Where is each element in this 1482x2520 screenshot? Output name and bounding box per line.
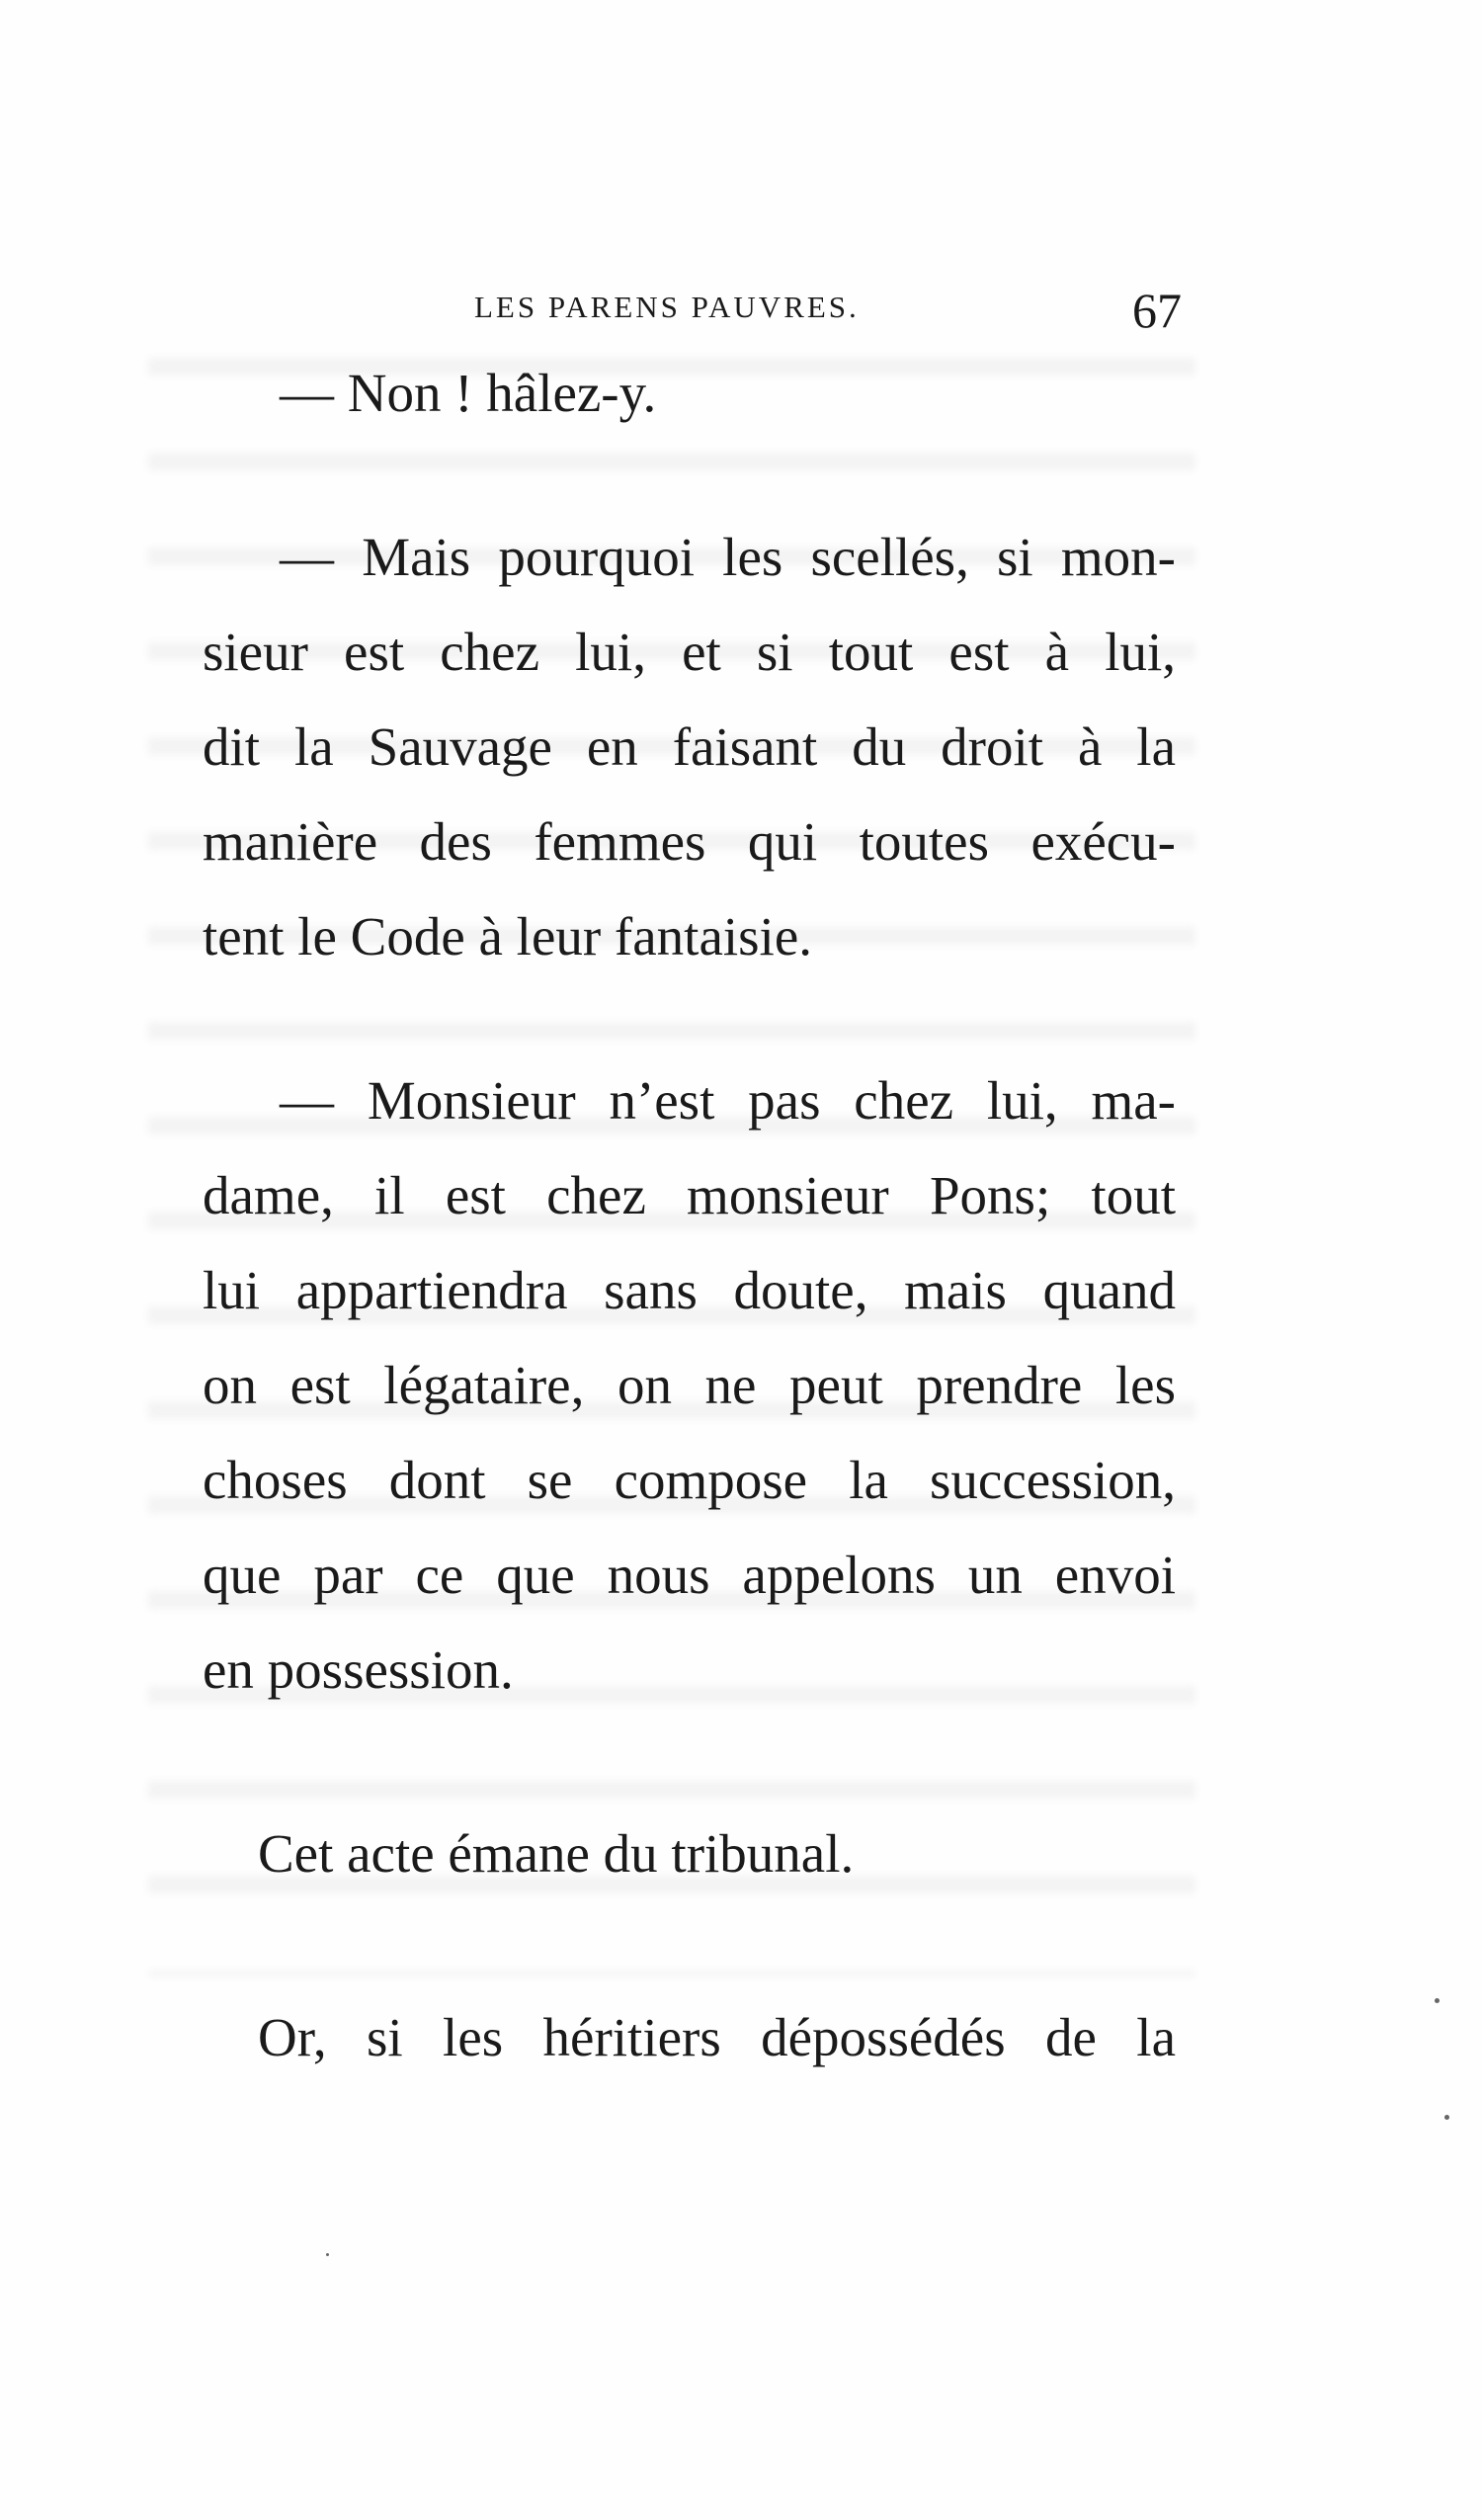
text-line: tent le Code à leur fantaisie.	[203, 906, 812, 966]
text-line: lui appartiendra sans doute, mais quand	[203, 1260, 1176, 1320]
ink-speck	[1444, 2115, 1449, 2120]
text-line: en possession.	[203, 1639, 514, 1700]
text-line: — Mais pourquoi les scellés, si mon-	[280, 527, 1176, 587]
text-line: sieur est chez lui, et si tout est à lui,	[203, 622, 1176, 682]
text-line: que par ce que nous appelons un envoi	[203, 1545, 1176, 1605]
page-number: 67	[1132, 283, 1182, 338]
text-line: — Monsieur n’est pas chez lui, ma-	[280, 1070, 1176, 1131]
text-line: dit la Sauvage en faisant du droit à la	[203, 716, 1176, 777]
text-line: choses dont se compose la succession,	[203, 1450, 1176, 1510]
text-line: dame, il est chez monsieur Pons; tout	[203, 1165, 1176, 1225]
text-line: — Non ! hâlez-y.	[280, 363, 657, 423]
running-title: LES PARENS PAUVRES.	[474, 290, 860, 324]
ink-speck	[1435, 1998, 1440, 2003]
page-header	[474, 282, 1186, 341]
ink-speck	[326, 2253, 329, 2256]
body-text	[203, 346, 1176, 2085]
text-line: manière des femmes qui toutes exécu-	[203, 811, 1176, 872]
text-line: on est légataire, on ne peut prendre les	[203, 1355, 1176, 1415]
text-line: Or, si les héritiers dépossédés de la	[258, 2007, 1176, 2067]
text-line: Cet acte émane du tribunal.	[258, 1823, 855, 1884]
